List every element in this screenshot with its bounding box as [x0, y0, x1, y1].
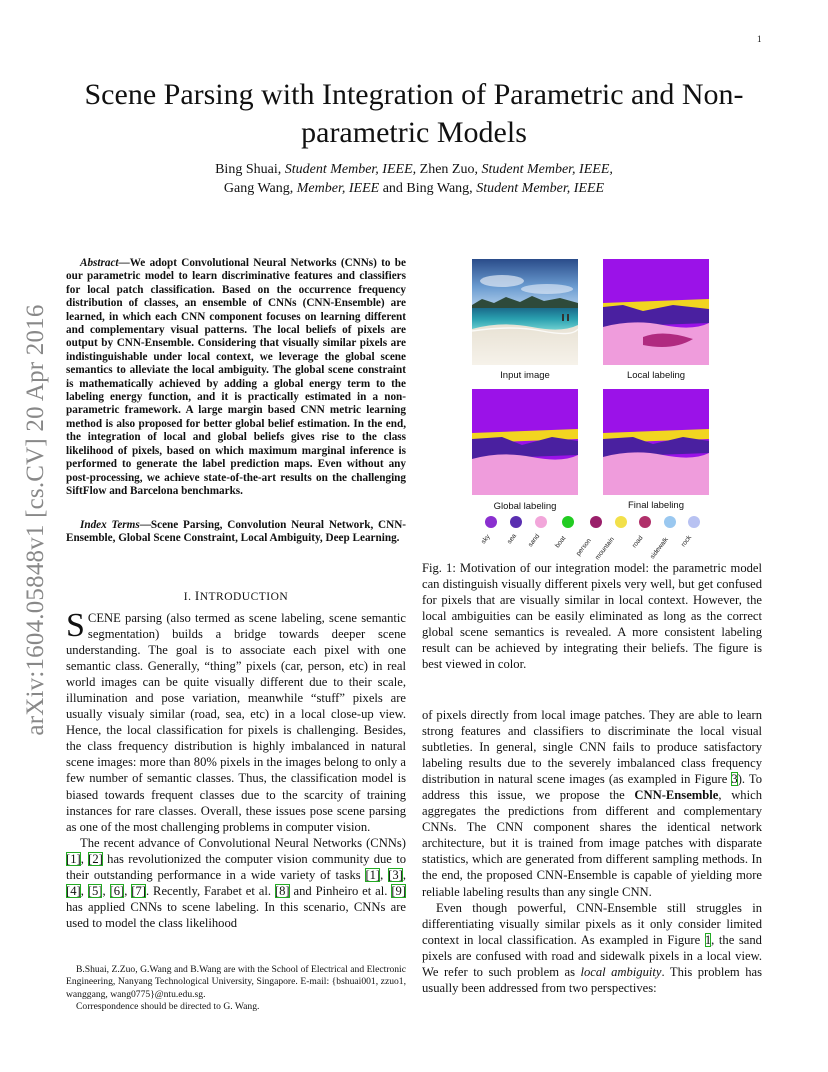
index-terms: [66, 519, 406, 546]
input-beach-image: [472, 259, 578, 365]
intro-p1-text: CENE parsing (also termed as scene labeling, scene semantic segmentation) builds a bridge towards deeper scene understanding. The goal is to associate each pixel with one semantic class. Generally, “thing” pixels (car, person, etc) in real world images can be quite visually different due to their scale, illumination and pose variation, meanwhile “stuff” pixels are usually visualy similar (road, sea, etc) in a local close-up view. Hence, the local classification for pixels is challenging. Besides, the class frequency distribution is highly imbalanced in natural scene images: more than 80% pixels in the images belong to only a few number of semantic classes. Thus, the classification model is biased towards frequent classes due to the scarcity of training instances for rare classes. Overall, these issues pose scene parsing as one of the most challenging problems in computer vision.: [66, 611, 406, 834]
section-heading-introduction: [66, 588, 406, 604]
figure-1-caption: [422, 560, 762, 672]
author-list: [60, 160, 768, 198]
citation-separator: ,: [80, 851, 89, 866]
footnote-correspondence: Correspondence should be directed to G. Wang.: [76, 1001, 260, 1013]
legend-label-sea: sea: [506, 532, 518, 546]
right-p2-text-c: . This problem has usually been addressed from two perspectives:: [422, 964, 762, 995]
page-number: 1: [757, 34, 762, 44]
label-input-image: Input image: [500, 370, 550, 381]
legend-swatch-mountain: [615, 516, 627, 528]
intro-p2-text-b: has revolutionized the computer vision community due to their outstanding performance in a wide variety of tasks: [66, 851, 406, 882]
citation-link[interactable]: [9]: [391, 883, 407, 898]
citation-link[interactable]: [1]: [365, 867, 381, 882]
citation-separator: ,: [402, 867, 406, 882]
intro-p2-text-d: and Pinheiro et al.: [289, 883, 392, 898]
final-labeling-map: [603, 389, 709, 495]
drop-cap: S: [66, 607, 85, 644]
author-4: and Bing Wang,: [382, 181, 473, 196]
citation-link[interactable]: [5]: [87, 883, 103, 898]
citation-link[interactable]: [8]: [274, 883, 290, 898]
right-p2-text-a: Even though powerful, CNN-Ensemble still struggles in differentiating visually similar pixels as it only consider limited context in local classification. As exampled in Figure: [422, 900, 762, 947]
legend-label-sand: sand: [527, 532, 542, 549]
citation-separator: ,: [380, 867, 389, 882]
abstract-lead: Abstract: [80, 257, 119, 269]
arxiv-stamp: [16, 282, 56, 758]
author-3-role: Member, IEEE: [296, 181, 380, 196]
author-2: Zhen Zuo,: [419, 162, 478, 177]
author-4-role: Student Member, IEEE: [476, 181, 605, 196]
legend-label-rock: rock: [680, 534, 694, 549]
right-p1-text-c: , which aggregates the predictions from different and complementary CNNs. The CNN component shares the identical network architecture, but it is trained from image patches with disparate statistics, which are generated from different sampling methods. In the end, the proposed CNN-Ensemble is capable of yielding more reliable labeling results than any single CNN.: [422, 788, 762, 899]
index-terms-text: —Scene Parsing, Convolution Neural Network, CNN-Ensemble, Global Scene Constraint, Local Ambiguity, Deep Learning.: [66, 519, 406, 545]
abstract: [66, 257, 406, 498]
legend-swatch-sky: [485, 516, 497, 528]
legend-swatch-road: [639, 516, 651, 528]
local-labeling-map: [603, 259, 709, 365]
legend-label-mountain: mountain: [594, 535, 616, 562]
legend-swatch-sidewalk: [664, 516, 676, 528]
section-numeral: I.: [183, 591, 192, 603]
sand-region: [472, 454, 578, 495]
caption-text: Motivation of our integration model: the parametric model can distinguish visually different pixels very well, but get confused for pixels that are visually similar in local context. However, the local ambiguities can be easily eliminated as long as the correct global scene semantics is revealed. A more consistent labeling result can be achieved by integrating their beliefs. The figure is best viewed in color.: [422, 561, 763, 672]
legend-label-person: person: [575, 537, 593, 558]
author-footnote: [66, 964, 406, 1014]
label-final-labeling: Final labeling: [628, 500, 684, 511]
paper-title: Scene Parsing with Integration of Parametric and Non-parametric Models: [84, 78, 744, 149]
right-p2-text-b: , the sand pixels are confused with road and sidewalk pixels in a local view. We refer to such problem as: [422, 932, 762, 979]
right-paragraph-2: [422, 900, 762, 996]
citation-link[interactable]: [4]: [66, 883, 81, 898]
section-title-rest: NTRODUCTION: [199, 591, 289, 603]
intro-paragraph-1: [66, 607, 406, 835]
legend-label-road: road: [631, 534, 645, 550]
author-1-role: Student Member, IEEE,: [284, 162, 417, 177]
label-global-labeling: Global labeling: [493, 501, 557, 512]
right-p1-text-b: ). To address this issue, we propose the: [422, 772, 763, 803]
index-terms-lead: Index Terms: [80, 519, 140, 531]
legend-label-boat: boat: [554, 535, 568, 550]
legend-swatch-boat: [562, 516, 574, 528]
right-paragraph-1: [422, 707, 762, 900]
author-1: Bing Shuai,: [215, 162, 282, 177]
footnote-affiliation: B.Shuai, Z.Zuo, G.Wang and B.Wang are with the School of Electrical and Electronic Engineering, Nanyang Technological University, Singapore. E-mail: {bshuai001, zzuo1, wanggang, wang0775}@ntu.edu.sg.: [66, 964, 406, 1000]
intro-p2-text-e: has applied CNNs to scene labeling. In this scenario, CNNs are used to model the class likelihood: [66, 899, 406, 930]
legend-swatch-rock: [688, 516, 700, 528]
global-labeling-map: [472, 389, 578, 495]
figure-1: [466, 257, 756, 562]
author-3: Gang Wang,: [223, 181, 294, 196]
legend-label-sidewalk: sidewalk: [649, 536, 670, 561]
citation-link[interactable]: [2]: [88, 851, 103, 866]
abstract-text: —We adopt Convolutional Neural Networks (CNNs) to be our parametric model to learn discriminative features and classifiers for local patch classification. Based on the occurrence frequency distribution of classes, an ensemble of CNNs (CNN-Ensemble) are learned, in which each CNN component focuses on learning different and complementary visual patterns. The local beliefs of pixels are output by CNN-Ensemble. Considering that visually similar pixels are indistinguishable under local context, we leverage the global scene semantics to alleviate the local ambiguity. The global scene constraint is mathematically achieved by adding a global energy term to the labeling energy function, and it is practically estimated in a non-parametric framework. A large margin based CNN metric learning method is also proposed for better global belief estimation. In the end, the integration of local and global beliefs gives rise to the class likelihood of pixels, based on which maximum marginal inference is performed to generate the label prediction maps. Even without any post-processing, we achieve state-of-the-art results on the challenging SiftFlow and Barcelona benchmarks.: [66, 257, 406, 497]
cnn-ensemble-term: CNN-Ensemble: [634, 788, 719, 803]
legend-swatch-person: [590, 516, 602, 528]
figure-1-link[interactable]: 1: [704, 932, 712, 947]
legend-swatch-sea: [510, 516, 522, 528]
figure-3-link[interactable]: 3: [731, 772, 738, 787]
citation-separator: ,: [80, 883, 88, 898]
intro-p2-text-a: The recent advance of Convolutional Neural Networks (CNNs): [80, 835, 406, 850]
author-2-role: Student Member, IEEE,: [481, 162, 613, 177]
intro-paragraph-2: [66, 835, 406, 931]
caption-label: Fig. 1:: [422, 561, 456, 575]
intro-p2-text-c: . Recently, Farabet et al.: [145, 883, 275, 898]
introduction-body: [66, 607, 407, 931]
legend-swatch-sand: [535, 516, 547, 528]
right-column-body: [422, 707, 762, 996]
citation-link[interactable]: [1]: [66, 851, 81, 866]
citation-separator: ,: [124, 883, 132, 898]
arxiv-stamp-text: arXiv:1604.05848v1 [cs.CV] 20 Apr 2016: [22, 304, 49, 736]
sand-region: [603, 452, 709, 495]
citation-separator: ,: [102, 883, 110, 898]
section-initial: I: [194, 588, 200, 603]
citation-link[interactable]: [6]: [109, 883, 125, 898]
label-local-labeling: Local labeling: [626, 370, 686, 381]
local-ambiguity-term: local ambiguity: [580, 964, 662, 979]
right-p1-text-a: of pixels directly from local image patches. They are able to learn strong features and classifiers to discriminate the local visual subtleties. In general, single CNN fails to produce satisfactory labeling results due to the severely imbalanced class frequency distribution in natural scene images (as exampled in Figure: [422, 708, 762, 787]
citation-link[interactable]: [7]: [131, 883, 146, 898]
legend-label-sky: sky: [480, 533, 492, 546]
citation-link[interactable]: [3]: [388, 867, 403, 882]
